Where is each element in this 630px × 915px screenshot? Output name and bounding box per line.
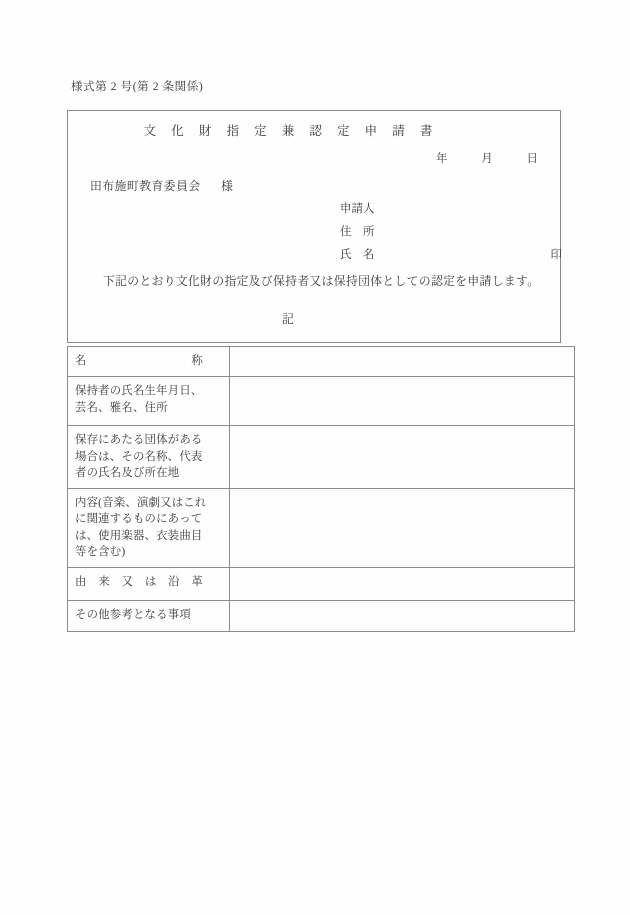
applicant-row-applicant (340, 198, 562, 221)
year-label: 年 (436, 153, 448, 165)
ki-mark: 記 (282, 312, 294, 326)
application-details-table (67, 346, 575, 632)
addressee-organization: 田布施町教育委員会 (90, 179, 201, 193)
form-number-label: 様式第 2 号(第 2 条関係) (71, 81, 204, 93)
seal-label: 印 (550, 249, 562, 261)
table-cell-value-content[interactable] (230, 488, 575, 567)
table-cell-value-other-notes[interactable] (230, 600, 575, 631)
table-row (68, 426, 575, 489)
table-row-label-other-notes: その他参考となる事項 (68, 600, 230, 631)
table-row (68, 347, 575, 377)
applicant-row-address (340, 221, 562, 244)
table-row (68, 488, 575, 567)
applicant-block (340, 198, 562, 267)
day-label: 日 (526, 153, 538, 165)
table-row (68, 567, 575, 600)
table-cell-value-preservation-group[interactable] (230, 426, 575, 489)
table-cell-value-name[interactable] (230, 347, 575, 377)
table-cell-value-origin-history[interactable] (230, 567, 575, 600)
document-title: 文 化 財 指 定 兼 認 定 申 請 書 (143, 124, 439, 138)
applicant-row-name (340, 244, 562, 267)
header-box (67, 110, 561, 343)
applicant-name-label: 氏 名 (340, 249, 375, 261)
table-row-label-holder: 保持者の氏名生年月日、 芸名、雅名、住所 (68, 377, 230, 426)
applicant-label: 申請人 (340, 203, 375, 215)
table-row-label-preservation-group: 保存にあたる団体がある 場合は、その名称、代表 者の氏名及び所在地 (68, 426, 230, 489)
table-row-label-origin-history: 由来又は沿革 (68, 567, 230, 600)
application-statement: 下記のとおり文化財の指定及び保持者又は保持団体としての認定を申請します。 (103, 274, 540, 288)
addressee-honorific: 様 (221, 179, 234, 193)
table-row-label-content: 内容(音楽、演劇又はこれ に関連するものにあって は、使用楽器、衣装曲目 等を含む) (68, 488, 230, 567)
table-row (68, 377, 575, 426)
table-row (68, 600, 575, 631)
table-cell-value-holder[interactable] (230, 377, 575, 426)
month-label: 月 (481, 153, 493, 165)
applicant-address-label: 住 所 (340, 226, 375, 238)
date-line (436, 150, 538, 166)
table-row-label-name: 名称 (68, 347, 230, 377)
addressee-line (90, 177, 233, 194)
